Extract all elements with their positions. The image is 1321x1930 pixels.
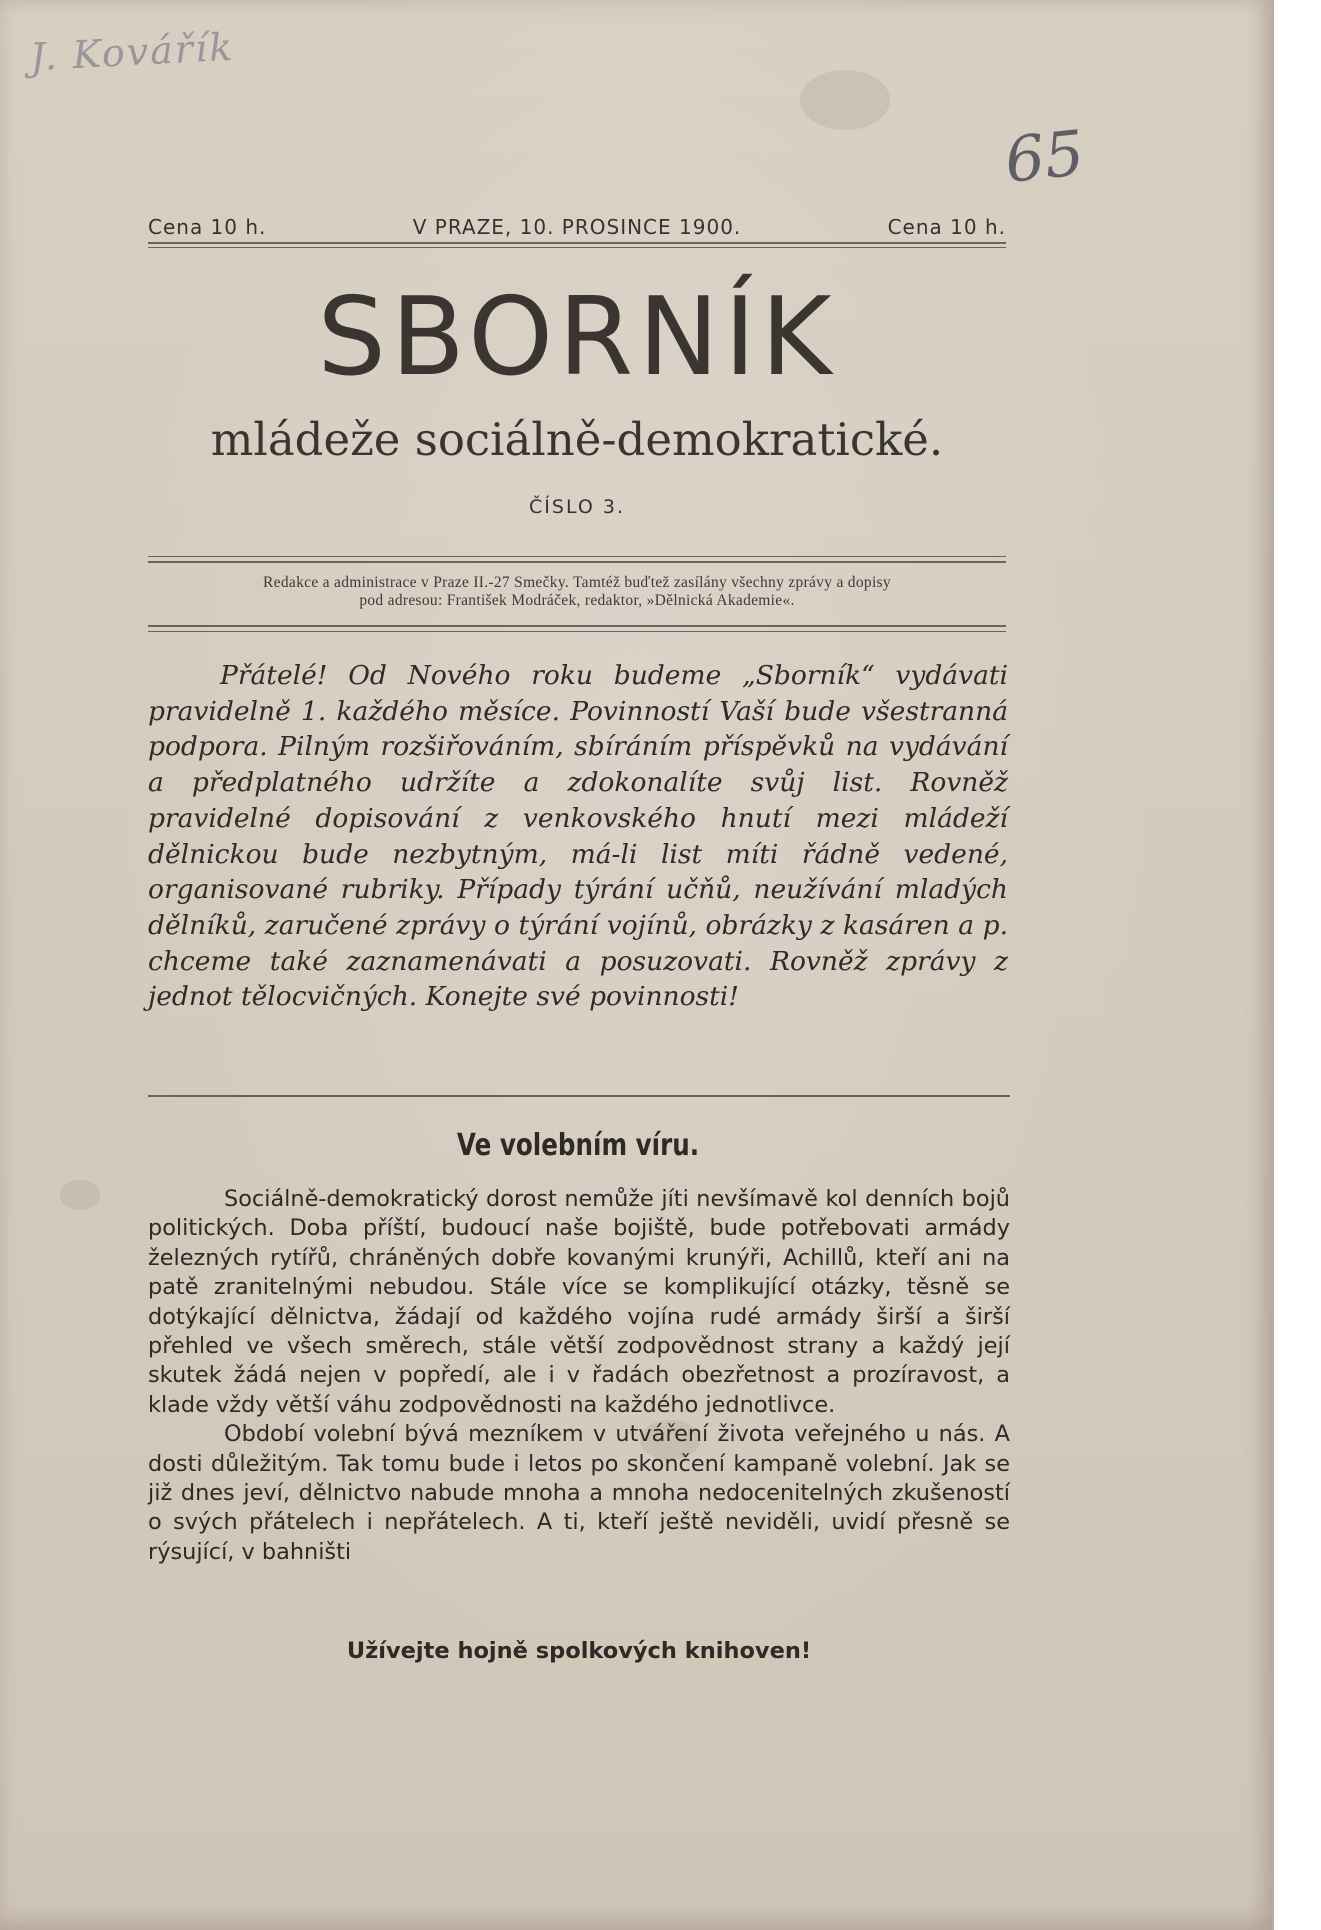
handwritten-owner-name: J. Kovářík	[28, 24, 236, 80]
header-rule	[148, 247, 1006, 248]
address-rule	[148, 625, 1006, 627]
address-line: Redakce a administrace v Praze II.-27 Smečky. Tamtéž buďtež zasílány všechny zprávy a dopisy	[263, 574, 891, 591]
handwritten-number: 65	[1001, 116, 1088, 197]
article-paragraph: Období volební bývá mezníkem v utváření života veřejného u nás. A dosti důležitým. Tak tomu bude i letos po skončení kampaně volební. Jak se již dnes jeví, dělnictvo nabude mnoha a mnoha nedocenitelných zkušeností o svých přátelech i nepřátelech. A ti, kteří ještě neviděli, uvidí přesně se rýsující, v bahništi	[148, 1421, 1010, 1565]
address-line: pod adresou: František Modráček, redaktor, »Dělnická Akademie«.	[359, 592, 795, 609]
price-left: Cena 10 h.	[148, 215, 267, 239]
address-rule	[148, 631, 1006, 632]
editorial-address	[148, 574, 1006, 610]
address-rule	[148, 556, 1006, 557]
stain-mark	[800, 70, 890, 130]
article-paragraph: Sociálně-demokratický dorost nemůže jíti nevšímavě kol denních bojů politických. Doba příští, budoucí naše bojiště, bude potřebovati armády železných rytířů, chráněných dobře kovanými krunýři, Achillů, kteří ani na patě zranitelnými nebudou. Stále více se komplikující otázky, těsně se dotýkající dělnictva, žádají od každého vojína rudé armády širší a širší přehled ve všech směrech, stále větší zodpovědnost strany a každý její skutek žádá nejen v popředí, ale i v řadách obezřetnost a prozíravost, a klade vždy větší váhu zodpovědnosti na každého jednotlivce.	[148, 1186, 1010, 1418]
price-right: Cena 10 h.	[887, 215, 1006, 239]
issue-number: ČÍSLO 3.	[529, 496, 625, 518]
header-row	[148, 212, 1006, 242]
footer-slogan: Užívejte hojně spolkových knihoven!	[346, 1638, 812, 1664]
article-body	[148, 1185, 1010, 1567]
section-divider	[148, 1095, 1010, 1097]
address-rule	[148, 561, 1006, 563]
article-title: Ve volebním víru.	[456, 1128, 700, 1163]
place-date: V PRAZE, 10. PROSINCE 1900.	[412, 215, 742, 239]
masthead-subtitle: mládeže sociálně-demokratické.	[210, 413, 944, 466]
reader-notice	[148, 658, 1008, 1015]
stain-mark	[60, 1180, 100, 1210]
notice-text: Přátelé! Od Nového roku budeme „Sborník“ vydávati pravidelně 1. každého měsíce. Povinností Vaší bude všestranná podpora. Pilným rozšiřováním, sbíráním příspěvků na vydávání a předplatného udržíte a zdokonalíte svůj list. Rovněž pravidelné dopisování z venkovského hnutí mezi mládeží dělnickou bude nezbytným, má-li list míti řádně vedené, organisované rubriky. Případy týrání učňů, neužívání mladých dělníků, zaručené zprávy o týrání vojínů, obrázky z kasáren a p. chceme také zaznamenávati a posuzovati. Rovněž zprávy z jednot tělocvičných. Konejte své povinnosti!	[148, 660, 1008, 1013]
masthead-title: SBORNÍK	[317, 275, 837, 400]
header-rule	[148, 242, 1006, 244]
